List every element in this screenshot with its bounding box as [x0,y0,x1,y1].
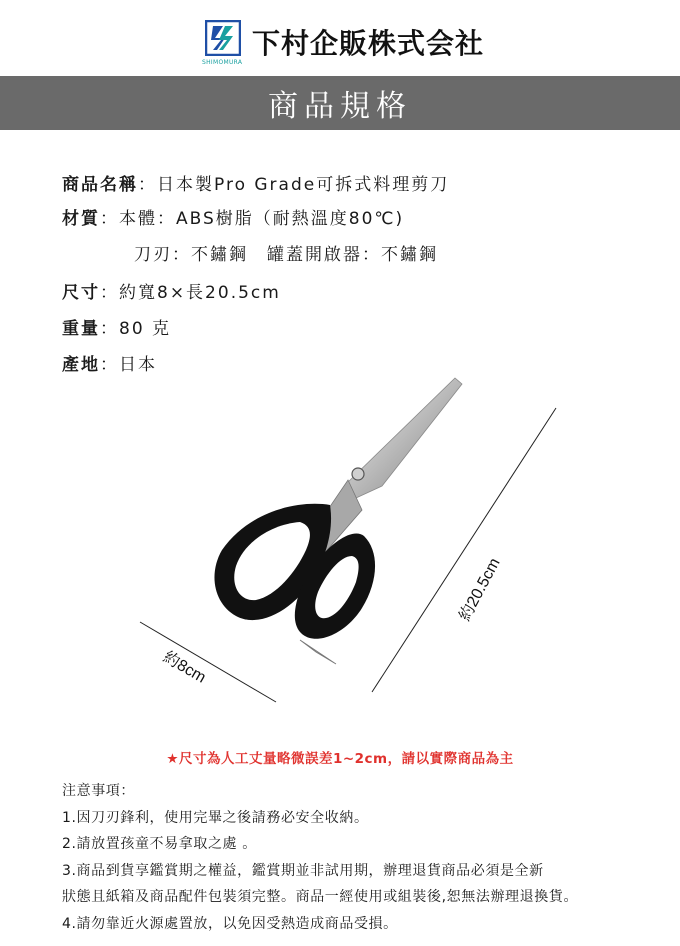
spec-material-value-2: 刀刃：不鏽鋼 罐蓋開啟器：不鏽鋼 [134,245,438,265]
header [0,14,680,74]
note-item: 2.請放置孩童不易拿取之處 。 [62,836,257,852]
spec-banner [0,76,680,130]
spec-weight-value: ：80 克 [100,319,172,339]
notes-section [62,778,578,937]
notes-title: 注意事項： [62,783,135,799]
width-label: 約8cm [160,648,209,687]
spec-size-value: ：約寬8×長20.5cm [100,283,281,303]
spec-material-label: 材質 [62,209,100,229]
size-notice: ★尺寸為人工丈量略微誤差1~2cm，請以實際商品為主 [166,751,514,767]
spec-name-value: 日本製Pro Grade可拆式料理剪刀 [157,175,450,195]
spec-origin-value: ：日本 [100,355,157,375]
shimomura-logo-icon [205,20,241,56]
spec-material-row [62,204,404,229]
banner-title: 商品規格 [268,89,412,124]
note-item: 1.因刀刃鋒利，使用完畢之後請務必安全收納。 [62,809,369,826]
spec-weight-row [62,314,171,339]
scissors-image [214,378,462,664]
spec-size-label: 尺寸 [62,283,100,303]
spec-origin-label: 產地 [62,355,100,375]
note-item: 4.請勿靠近火源處置放，以免因受熱造成商品受損。 [62,915,398,932]
spec-name-sep: ： [138,175,157,195]
spec-name-row [62,170,449,195]
company-name: 下村企販株式会社 [252,27,485,60]
length-label: 約20.5cm [456,555,504,624]
note-item: 狀態且紙箱及商品配件包裝須完整。商品一經使用或組裝後,恕無法辦理退換貨。 [62,889,579,905]
spec-weight-label: 重量 [62,319,100,339]
spec-material-value: ：本體：ABS樹脂（耐熱溫度80℃) [100,209,405,229]
spec-size-row [62,278,281,303]
scissors-figure [0,360,680,740]
logo-subtext: SHIMOMURA [202,59,243,66]
spec-name-label: 商品名稱 [62,175,138,195]
note-item: 3.商品到貨享鑑賞期之權益，鑑賞期並非試用期，辦理退貨商品必須是全新 [62,862,544,879]
spec-material-row-2 [134,240,438,265]
